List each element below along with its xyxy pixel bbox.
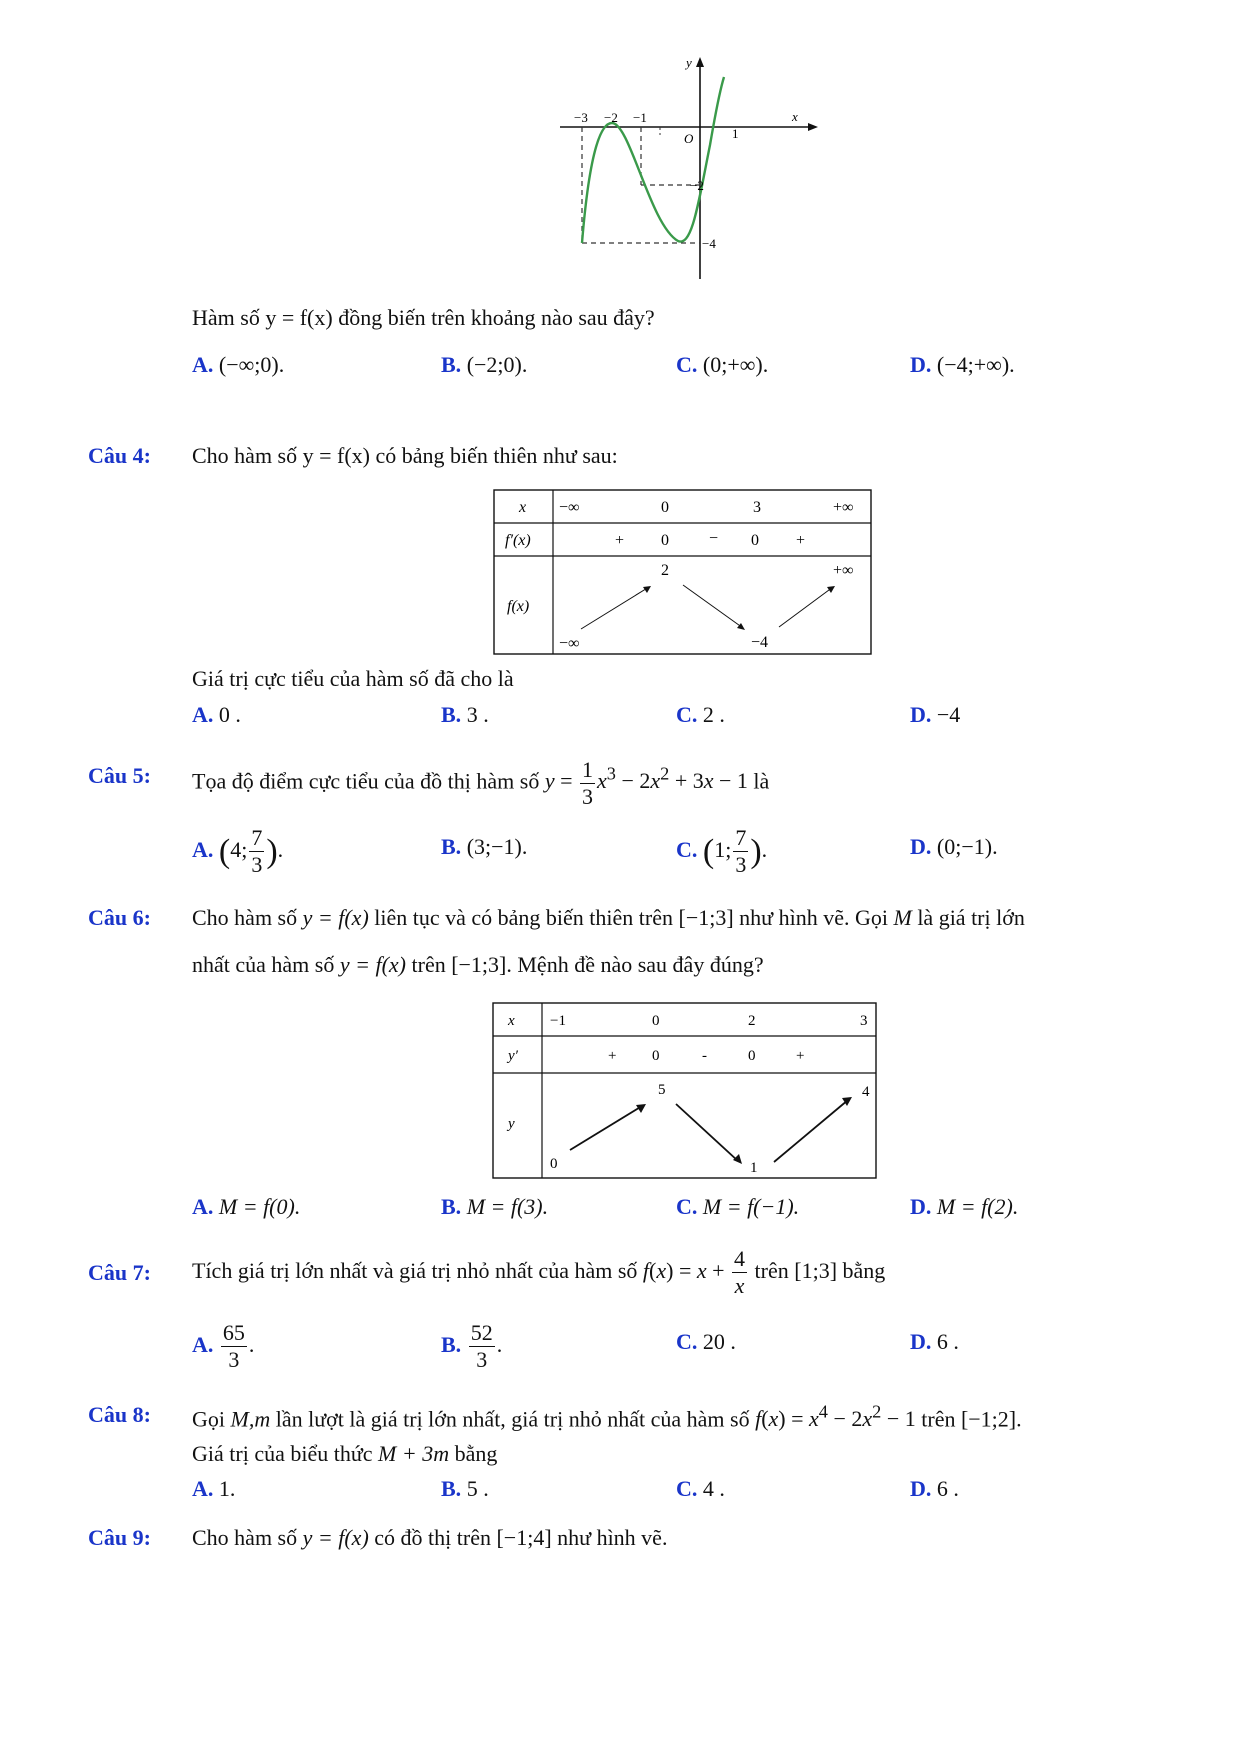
q7-option-d[interactable] <box>910 1329 959 1355</box>
q6-interval: [−1;3] <box>678 905 734 930</box>
q8-text: trên <box>921 1406 956 1432</box>
option-text: 6 . <box>936 1329 959 1354</box>
x-val-3: 3 <box>860 1013 868 1029</box>
table-y-label: y <box>508 1116 515 1132</box>
q7-label: Câu 7: <box>88 1260 151 1285</box>
q8-option-d[interactable] <box>910 1476 959 1502</box>
q4-label: Câu 4: <box>88 443 151 468</box>
q7-option-a[interactable]: A. $\frac{65}{3}$ . <box>192 1320 255 1373</box>
option-letter: C. <box>676 702 698 727</box>
option-text: M = f(0). <box>218 1194 301 1219</box>
tick-x-minus3: −3 <box>574 110 588 125</box>
q4-question: Giá trị cực tiểu của hàm số đã cho là <box>192 666 514 691</box>
cubic-curve <box>582 77 724 243</box>
q5-option-a[interactable] <box>192 820 283 880</box>
q3-option-c[interactable] <box>676 352 768 378</box>
x-axis-arrow-icon <box>808 123 818 131</box>
q6-option-d[interactable] <box>910 1194 1018 1220</box>
tick-x-1: 1 <box>732 126 739 141</box>
yp-val-4: + <box>796 1048 805 1064</box>
q6-option-a[interactable] <box>192 1194 300 1220</box>
q8-text: Giá trị của biểu thức <box>192 1441 373 1466</box>
q8-text: lần lượt là giá trị lớn nhất, giá trị nhỏ nhất của hàm số <box>275 1406 750 1432</box>
option-fraction: $\frac{65}{3}$ <box>222 1320 245 1373</box>
table-fp-label: f′(x) <box>505 532 531 549</box>
option-text: M = f(2). <box>936 1194 1019 1219</box>
q9-text: Cho hàm số <box>192 1525 298 1550</box>
option-letter: A. <box>192 837 214 862</box>
q3-stem: Hàm số y = f(x) đồng biến trên khoảng nào sau đây? <box>192 305 655 330</box>
origin-label: O <box>684 131 694 146</box>
option-letter: B. <box>441 702 462 727</box>
option-text: (0;−1). <box>936 834 998 859</box>
q6-interval: [−1;3] <box>451 952 507 977</box>
option-letter: D. <box>910 352 932 377</box>
q6-variation-table <box>492 1002 878 1180</box>
q5-label: Câu 5: <box>88 763 151 788</box>
y-start: 0 <box>550 1156 558 1172</box>
option-letter: A. <box>192 702 214 727</box>
q9-text: có đồ thị trên <box>374 1525 491 1550</box>
option-text: 6 . <box>936 1476 959 1501</box>
arrow-down <box>676 1104 738 1161</box>
arrow-up-2 <box>779 587 833 627</box>
option-letter: A. <box>192 1476 214 1501</box>
q6-func: y = f(x) <box>339 952 406 977</box>
y-axis-arrow-icon <box>696 57 704 67</box>
yp-val-0: + <box>608 1048 617 1064</box>
option-text: 1. <box>218 1476 236 1501</box>
q6-text: như hình vẽ. Gọi <box>739 905 888 930</box>
tick-x-minus1: −1 <box>633 110 647 125</box>
option-letter: D. <box>910 834 932 859</box>
q6-var-m: M <box>893 905 912 930</box>
option-text: (4; $\frac{7}{3}$ ). <box>218 825 284 878</box>
arrow-up-1 <box>570 1106 642 1150</box>
q8-text: Gọi <box>192 1406 225 1432</box>
option-letter: B. <box>441 1476 462 1501</box>
option-letter: B. <box>441 1194 462 1219</box>
q7-interval: [1;3] <box>794 1258 838 1283</box>
axis-y-label: y <box>686 55 692 70</box>
q6-text: nhất của hàm số <box>192 952 335 977</box>
option-text: 20 . <box>702 1329 736 1354</box>
q6-func: y = f(x) <box>302 905 369 930</box>
option-text: (−2;0). <box>466 352 528 377</box>
axis-x-label: x <box>792 109 798 124</box>
x-val-1: 0 <box>661 499 669 516</box>
tick-y-minus4: −4 <box>702 236 716 251</box>
option-letter: D. <box>910 702 932 727</box>
q7-stem-mid: trên <box>754 1258 789 1283</box>
option-letter: D. <box>910 1476 932 1501</box>
q8-option-b[interactable] <box>441 1476 489 1502</box>
option-text: (0;+∞). <box>702 352 769 377</box>
q5-stem-text: Tọa độ điểm cực tiểu của đồ thị hàm số <box>192 768 540 794</box>
q9-func: y = f(x) <box>302 1525 369 1550</box>
option-letter: B. <box>441 1332 462 1357</box>
fp-val-1: 0 <box>661 532 669 549</box>
option-text: −4 <box>936 702 961 727</box>
cubic-graph <box>560 55 820 280</box>
q4-stem: Cho hàm số y = f(x) có bảng biến thiên như sau: <box>192 443 618 468</box>
q8-option-a[interactable] <box>192 1476 235 1502</box>
q5-formula: y = $\frac{1}{3}$ $x^3 - 2x^2 + 3x - 1$ <box>544 756 748 809</box>
option-text: M = f(−1). <box>702 1194 800 1219</box>
q6-text: trên <box>411 952 446 977</box>
x-val-2: 3 <box>753 499 761 516</box>
yp-val-1: 0 <box>652 1048 660 1064</box>
q3-option-a[interactable] <box>192 352 284 378</box>
option-text: 0 . <box>218 702 241 727</box>
q7-option-c[interactable] <box>676 1329 736 1355</box>
q4-option-d[interactable] <box>910 702 960 728</box>
option-text: 3 . <box>466 702 489 727</box>
q6-text: là giá trị lớn <box>917 905 1025 930</box>
q8-text: bằng <box>454 1441 498 1466</box>
yp-val-3: 0 <box>748 1048 756 1064</box>
q5-stem-end: là <box>753 768 770 794</box>
f-start: −∞ <box>559 635 580 652</box>
x-val-0: −∞ <box>559 499 580 516</box>
q6-text: Cho hàm số <box>192 905 298 930</box>
q6-line1 <box>192 905 1025 931</box>
option-text: 4 . <box>702 1476 725 1501</box>
option-letter: D. <box>910 1329 932 1354</box>
q5-stem <box>192 746 769 809</box>
y-min: 1 <box>750 1160 758 1176</box>
q6-text: . Mệnh đề nào sau đây đúng? <box>506 952 764 977</box>
arrow-up-1 <box>581 587 649 629</box>
x-val-3: +∞ <box>833 499 854 516</box>
q7-option-b[interactable]: B. $\frac{52}{3}$ . <box>441 1320 503 1373</box>
y-max: 5 <box>658 1082 666 1098</box>
q7-stem-text: Tích giá trị lớn nhất và giá trị nhỏ nhất của hàm số <box>192 1258 638 1283</box>
q7-stem-end: bằng <box>842 1258 886 1283</box>
q3-option-d[interactable] <box>910 352 1015 378</box>
table-x-label: x <box>508 1013 515 1029</box>
x-val-1: 0 <box>652 1013 660 1029</box>
table-yp-label: y′ <box>508 1048 518 1064</box>
option-text: 2 . <box>702 702 725 727</box>
option-text: (−4;+∞). <box>936 352 1015 377</box>
q5-option-d[interactable] <box>910 834 998 860</box>
arrow-up-2 <box>774 1100 848 1162</box>
q4-option-a[interactable] <box>192 702 241 728</box>
q4-option-b[interactable] <box>441 702 489 728</box>
option-text: (3;−1). <box>466 834 528 859</box>
q8-vars: M,m <box>230 1406 271 1432</box>
q6-option-b[interactable] <box>441 1194 548 1220</box>
q9-text: như hình vẽ. <box>557 1525 668 1550</box>
x-val-2: 2 <box>748 1013 756 1029</box>
q7-stem <box>192 1243 885 1299</box>
option-text: (1; $\frac{7}{3}$ ). <box>702 825 768 878</box>
q6-line2 <box>192 952 764 978</box>
q8-option-c[interactable] <box>676 1476 725 1502</box>
q9-interval: [−1;4] <box>496 1525 552 1550</box>
option-fraction: $\frac{52}{3}$ <box>470 1320 493 1373</box>
option-text: (−∞;0). <box>218 352 285 377</box>
f-max: 2 <box>661 562 669 579</box>
q8-formula: $f(x) = x^4 - 2x^2 - 1$ <box>755 1402 916 1432</box>
fp-val-4: + <box>796 532 806 549</box>
q9-label: Câu 9: <box>88 1525 151 1550</box>
option-letter: C. <box>676 1329 698 1354</box>
x-val-0: −1 <box>550 1013 566 1029</box>
fp-val-0: + <box>615 532 625 549</box>
tick-y-minus2: −2 <box>690 178 704 193</box>
option-letter: A. <box>192 352 214 377</box>
tick-x-minus2: −2 <box>604 110 618 125</box>
q5-option-c[interactable] <box>676 820 767 880</box>
q6-label: Câu 6: <box>88 905 151 930</box>
q6-text: liên tục và có bảng biến thiên trên <box>374 905 673 930</box>
fp-val-2: − <box>709 530 719 547</box>
option-text: 5 . <box>466 1476 489 1501</box>
q4-option-c[interactable] <box>676 702 725 728</box>
option-letter: D. <box>910 1194 932 1219</box>
option-letter: C. <box>676 1476 698 1501</box>
q5-option-b[interactable] <box>441 834 527 860</box>
q3-option-b[interactable] <box>441 352 527 378</box>
option-letter: B. <box>441 834 462 859</box>
q8-line2 <box>192 1441 497 1467</box>
option-letter: B. <box>441 352 462 377</box>
option-letter: A. <box>192 1194 214 1219</box>
q4-variation-table <box>493 489 873 656</box>
option-letter: C. <box>676 352 698 377</box>
q9-stem <box>192 1525 667 1551</box>
y-end: 4 <box>862 1084 870 1100</box>
f-end: +∞ <box>833 562 854 579</box>
q6-option-c[interactable] <box>676 1194 799 1220</box>
table-f-label: f(x) <box>507 598 530 615</box>
table-x-label: x <box>519 499 527 516</box>
fp-val-3: 0 <box>751 532 759 549</box>
q8-expr: M + 3m <box>378 1441 450 1466</box>
yp-val-2: - <box>702 1048 707 1064</box>
option-letter: C. <box>676 1194 698 1219</box>
option-letter: C. <box>676 837 698 862</box>
arrow-down <box>683 585 743 628</box>
q8-line1 <box>192 1402 1022 1432</box>
f-min: −4 <box>751 634 769 651</box>
q8-interval: [−1;2]. <box>960 1406 1022 1432</box>
option-letter: A. <box>192 1332 214 1357</box>
q7-formula: f(x) = x + $\frac{4}{x}$ <box>642 1246 746 1299</box>
q8-label: Câu 8: <box>88 1402 151 1427</box>
option-text: M = f(3). <box>466 1194 549 1219</box>
